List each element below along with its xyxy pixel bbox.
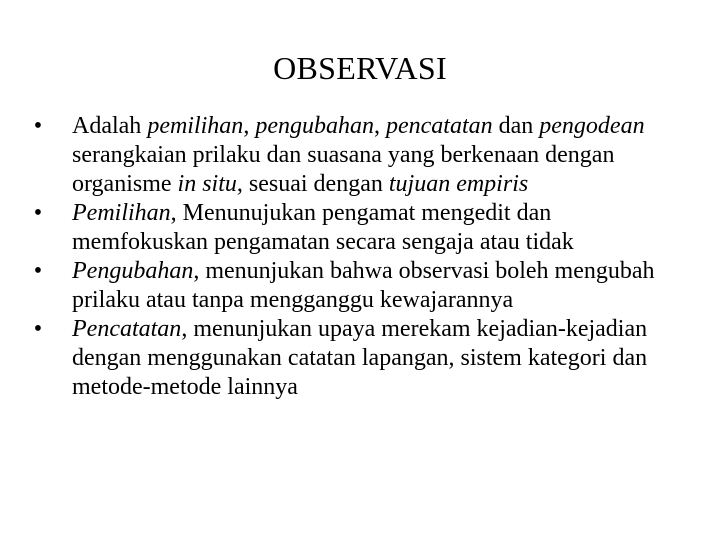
text-segment: , sesuai dengan (236, 171, 389, 197)
italic-term: pengodean (539, 113, 645, 139)
text-segment: , Menunujukan pengamat mengedit dan memfokuskan pengamatan secara sengaja atau tidak (72, 200, 574, 255)
bullet-item (28, 112, 688, 199)
italic-term: Pengubahan (72, 258, 194, 284)
bullet-item (28, 257, 688, 315)
bullet-text (72, 199, 688, 257)
italic-term: in situ (177, 171, 237, 197)
bullet-text (72, 112, 688, 199)
italic-term: pemilihan (147, 113, 244, 139)
text-segment: Adalah (72, 113, 148, 139)
text-segment: , menunjukan upaya merekam kejadian-kejadian dengan menggunakan catatan lapangan, sistem kategori dan metode-metode lainnya (72, 316, 648, 400)
bullet-symbol: • (33, 258, 43, 284)
text-segment: dan (492, 113, 540, 139)
bullet-symbol: • (33, 113, 43, 139)
italic-term: tujuan empiris (388, 171, 529, 197)
text-segment: , menunjukan bahwa observasi boleh mengubah prilaku atau tanpa mengganggu kewajarannya (72, 258, 655, 313)
text-segment: , (243, 113, 256, 139)
bullet-item (28, 199, 688, 257)
italic-term: Pemilihan (72, 200, 171, 226)
italic-term: pencatatan (385, 113, 493, 139)
bullet-text (72, 257, 688, 315)
bullet-item (28, 315, 688, 402)
text-segment: , (373, 113, 386, 139)
bullet-text (72, 315, 688, 402)
bullet-symbol: • (33, 316, 43, 342)
italic-term: pengubahan (255, 113, 374, 139)
italic-term: Pencatatan (72, 316, 182, 342)
text-segment: serangkaian prilaku dan suasana yang berkenaan dengan organisme (72, 142, 615, 197)
slide-title: OBSERVASI (273, 50, 447, 86)
bullet-list (28, 112, 688, 402)
bullet-symbol: • (33, 200, 43, 226)
